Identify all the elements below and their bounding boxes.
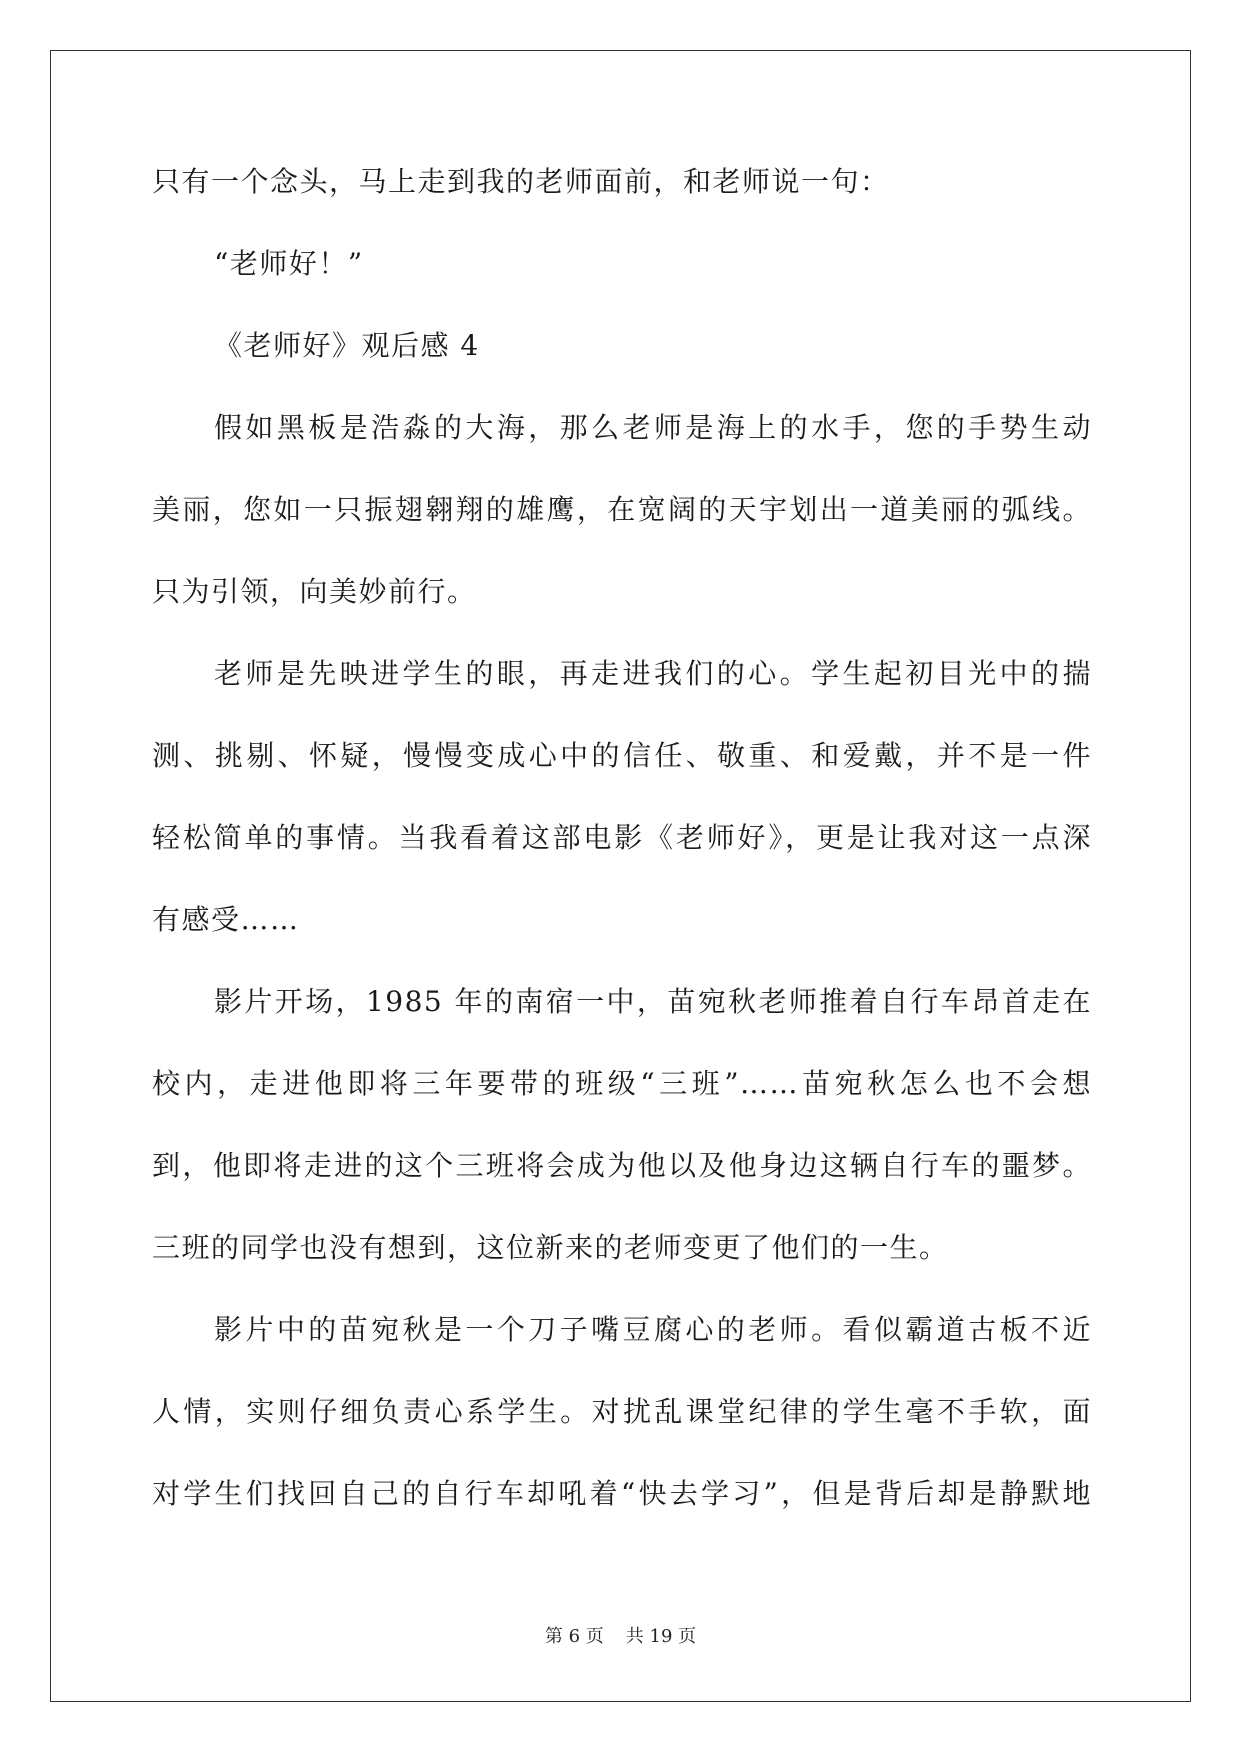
paragraph-line: 有感受…… [152, 903, 300, 936]
paragraph-line: 只为引领，向美妙前行。 [152, 575, 477, 608]
paragraph-line: 影片中的苗宛秋是一个刀子嘴豆腐心的老师。看似霸道古板不近 [214, 1313, 1092, 1346]
paragraph-line: 到，他即将走进的这个三班将会成为他以及他身边这辆自行车的噩梦。 [152, 1149, 1092, 1182]
paragraph-line: 人情，实则仔细负责心系学生。对扰乱课堂纪律的学生毫不手软，面 [152, 1395, 1092, 1428]
page-total: 共 19 页 [625, 1626, 697, 1647]
paragraph-line: 三班的同学也没有想到，这位新来的老师变更了他们的一生。 [152, 1231, 949, 1264]
document-body [152, 165, 1092, 1562]
paragraph-line: 校内，走进他即将三年要带的班级“三班”……苗宛秋怎么也不会想 [152, 1067, 1092, 1100]
paragraph-line: 轻松简单的事情。当我看着这部电影《老师好》，更是让我对这一点深 [152, 821, 1092, 854]
paragraph-line: 老师是先映进学生的眼，再走进我们的心。学生起初目光中的揣 [214, 657, 1092, 690]
paragraph-line: 只有一个念头，马上走到我的老师面前，和老师说一句： [152, 165, 890, 198]
paragraph-line: 假如黑板是浩淼的大海，那么老师是海上的水手，您的手势生动 [214, 411, 1092, 444]
page-footer [0, 1622, 1241, 1648]
paragraph-line: 影片开场，1985 年的南宿一中，苗宛秋老师推着自行车昂首走在 [214, 985, 1092, 1018]
section-heading: 《老师好》观后感 4 [214, 329, 480, 362]
paragraph-line: 美丽，您如一只振翅翱翔的雄鹰，在宽阔的天宇划出一道美丽的弧线。 [152, 493, 1092, 526]
paragraph-line: 对学生们找回自己的自行车却吼着“快去学习”，但是背后却是静默地 [152, 1477, 1092, 1510]
page-number: 第 6 页 [544, 1626, 604, 1647]
paragraph-line: 测、挑剔、怀疑，慢慢变成心中的信任、敬重、和爱戴，并不是一件 [152, 739, 1092, 772]
paragraph-line: “老师好！” [214, 247, 364, 280]
